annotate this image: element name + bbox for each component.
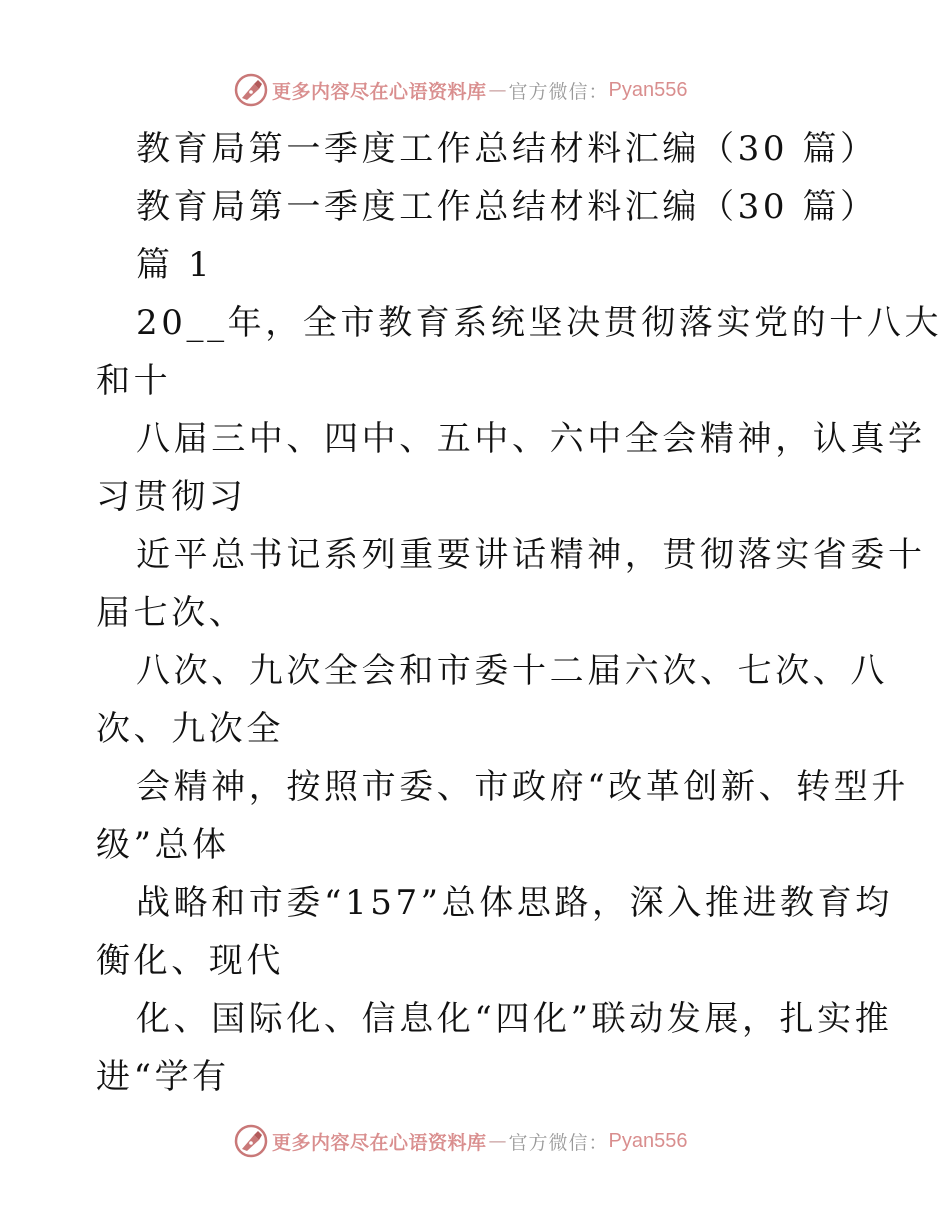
watermark-official-label: 官方微信：	[508, 1131, 609, 1154]
watermark-wechat-id: Pyan556	[608, 1129, 688, 1152]
document-text-line: 和十	[96, 361, 172, 401]
document-text-line: 衡化、现代	[96, 941, 284, 981]
document-text-line: 进“学有	[96, 1057, 230, 1097]
document-text-line: 八届三中、四中、五中、六中全会精神，认真学	[136, 419, 926, 459]
watermark-dash: —	[488, 1130, 507, 1152]
document-text-line: 近平总书记系列重要讲话精神，贯彻落实省委十	[136, 535, 926, 575]
watermark-official-label: 官方微信：	[508, 80, 609, 103]
pen-nib-logo-icon	[234, 73, 268, 107]
watermark-wechat-id: Pyan556	[608, 78, 688, 101]
document-title-line: 教育局第一季度工作总结材料汇编（30 篇）	[136, 187, 878, 227]
header-watermark	[234, 70, 688, 110]
document-text-line: 篇 1	[136, 245, 214, 285]
document-text-line: 20__年，全市教育系统坚决贯彻落实党的十八大	[136, 303, 943, 343]
watermark-site-text: 更多内容尽在心语资料库	[272, 80, 487, 103]
document-text-line: 会精神，按照市委、市政府“改革创新、转型升	[136, 767, 909, 807]
watermark-dash: —	[488, 79, 507, 101]
document-text-line: 化、国际化、信息化“四化”联动发展，扎实推	[136, 999, 893, 1039]
document-text-line: 战略和市委“157”总体思路，深入推进教育均	[136, 883, 893, 923]
document-title-line: 教育局第一季度工作总结材料汇编（30 篇）	[136, 129, 878, 169]
document-text-line: 届七次、	[96, 593, 247, 633]
document-text-line: 级”总体	[96, 825, 230, 865]
document-body	[96, 120, 943, 1106]
document-text-line: 习贯彻习	[96, 477, 247, 517]
document-text-line: 八次、九次全会和市委十二届六次、七次、八	[136, 651, 888, 691]
document-text-line: 次、九次全	[96, 709, 284, 749]
watermark-site-text: 更多内容尽在心语资料库	[272, 1131, 487, 1154]
footer-watermark	[234, 1121, 688, 1161]
pen-nib-logo-icon	[234, 1124, 268, 1158]
